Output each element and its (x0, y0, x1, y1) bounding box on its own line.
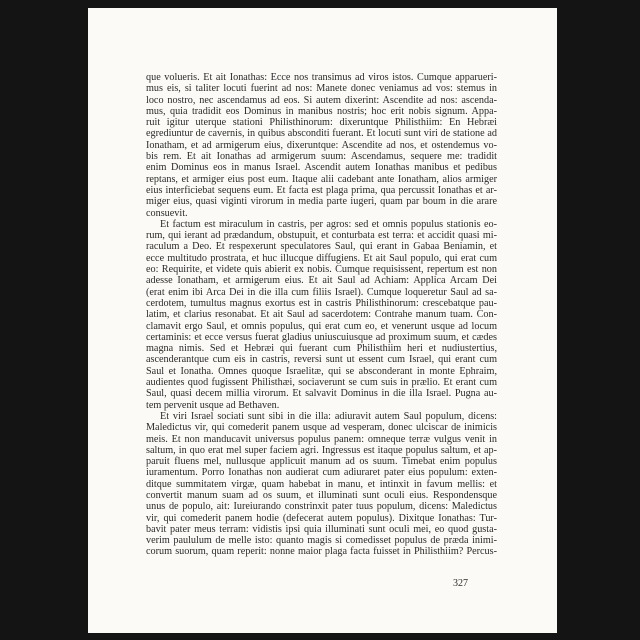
text-line: corum suorum, quam reperit: nonne maior plaga facta fuisset in Philisthiim? Percus- (146, 546, 497, 558)
text-line: rum, qui ierant ad prædandum, obstupuit, et conturbata est terra: et accidit quasi mi- (146, 230, 497, 242)
text-line: ruit igitur uterque stationi Philisthinorum: dixeruntque Philisthiim: En Hebræi (146, 117, 497, 129)
text-line: magna nimis. Sed et Hebræi qui fuerant cum Philisthiim heri et nudiustertius, (146, 343, 497, 355)
text-line: iuramentum. Porro Ionathas non audierat cum adiuraret pater eius populum: exten- (146, 467, 497, 479)
text-line: certaminis: et ecce versus fuerat gladius uniuscuiusque ad proximum suum, et cædes (146, 331, 497, 343)
text-line: ditque summitatem virgæ, quam habebat in manu, et intinxit in favum mellis: et (146, 478, 497, 490)
text-line: reptans, et armiger eius post eum. Itaque alii cadebant ante Ionatham, alios armiger (146, 173, 497, 185)
text-line: adesse Ionatham, et armigerum eius. Et ait Saul ad Achiam: Applica Arcam Dei (146, 275, 497, 287)
book-page (88, 8, 557, 633)
text-line: verim paululum de melle isto: quanto magis si comedisset populus de præda inimi- (146, 535, 497, 547)
text-line: latim, et clarius resonabat. Et ait Saul ad sacerdotem: Contrahe manum tuam. Con- (146, 309, 497, 321)
page-number: 327 (453, 578, 468, 589)
text-line: que volueris. Et ait Ionathas: Ecce nos transimus ad viros istos. Cumque apparueri- (146, 72, 497, 83)
text-line: Et factum est miraculum in castris, per agros: sed et omnis populus stationis eo- (160, 218, 497, 230)
text-line: eius interficiebat sequens eum. Et facta est plaga prima, qua percussit Ionathas et ar- (146, 184, 497, 196)
text-line: ascenderantque cum eis in castris, reversi sunt ut essent cum Israel, qui erant cum (146, 354, 497, 366)
text-line: Saul et Ionatha. Omnes quoque Israelitæ, qui se absconderant in monte Ephraim, (146, 365, 497, 377)
text-line: enim Dominus eos in manus Israel. Ascendit autem Ionathas manibus et pedibus (146, 162, 497, 174)
text-line: eo: Requirite, et videte quis abierit ex nobis. Cumque requisissent, repertum est non (146, 264, 497, 276)
text-line: tem pervenit usque ad Bethaven. (146, 399, 280, 411)
text-line: meis. Et non manducavit universus populus panem: omneque terræ vulgus venit in (146, 433, 497, 445)
text-line: Maledictus vir, qui comederit panem usque ad vesperam, donec ulciscar de inimicis (146, 422, 497, 434)
text-line: Et viri Israel sociati sunt sibi in die illa: adiuravit autem Saul populum, dicens: (160, 410, 497, 422)
text-line: loco nostro, nec ascendamus ad eos. Si autem dixerint: Ascendite ad nos: ascenda- (146, 94, 497, 106)
text-line: miger eius, quasi viginti virorum in media parte iugeri, quam par boum in die arare (146, 196, 497, 208)
text-line: raculum a Deo. Et respexerunt speculatores Saul, qui erant in Gabaa Beniamin, et (146, 241, 497, 253)
text-line: bis rem. Et ait Ionathas ad armigerum suum: Ascendamus, sequere me: tradidit (146, 151, 497, 163)
text-line: ecce multitudo prostrata, et huc illucque diffugiens. Et ait Saul populo, qui erat cum (146, 252, 497, 264)
text-line: (erat enim ibi Arca Dei in die illa cum filiis Israel). Cumque loqueretur Saul ad sa- (146, 286, 497, 298)
text-line: unus de populo, ait: Iureiurando constrinxit pater tuus populum, dicens: Maledictus (146, 501, 497, 513)
text-line: audientes quod fugissent Philisthæi, sociaverunt se cum suis in prælio. Et erant cum (146, 377, 497, 389)
body-text (146, 72, 497, 558)
text-line: Ionatham, et ad armigerum eius, dixeruntque: Ascendite ad nos, et ostendemus vo- (146, 139, 497, 151)
text-line: bavit pater meus terram: vidistis ipsi quia illuminati sunt oculi mei, eo quod gusta- (146, 523, 497, 535)
text-line: mus eis, si taliter locuti fuerint ad nos: Manete donec veniamus ad vos: stemus in (146, 83, 497, 95)
text-line: saltum, in quo erat mel super faciem agri. Ingressus est itaque populus saltum, et ap- (146, 444, 497, 456)
text-line: convertit manum suam ad os suum, et illuminati sunt oculi eius. Respondensque (146, 489, 497, 501)
text-line: vir, qui comederit panem hodie (defecerat autem populus). Dixitque Ionathas: Tur- (146, 512, 497, 524)
text-line: consuevit. (146, 207, 188, 219)
text-line: paruit fluens mel, nullusque applicuit manum ad os suum. Timebat enim populus (146, 456, 497, 468)
text-line: egrediuntur de cavernis, in quibus absconditi fuerant. Et locuti sunt viri de statione ad (146, 128, 497, 140)
text-line: Saul, quasi decem millia virorum. Et salvavit Dominus in die illa Israel. Pugna au- (146, 388, 497, 400)
text-line: mus, quia tradidit eos Dominus in manibus nostris; hoc erit nobis signum. Appa- (146, 105, 497, 117)
text-line: clamavit ergo Saul, et omnis populus, qui erat cum eo, et venerunt usque ad locum (146, 320, 497, 332)
text-line: cerdotem, tumultus magnus exortus est in castris Philisthinorum: crescebatque pau- (146, 297, 497, 309)
